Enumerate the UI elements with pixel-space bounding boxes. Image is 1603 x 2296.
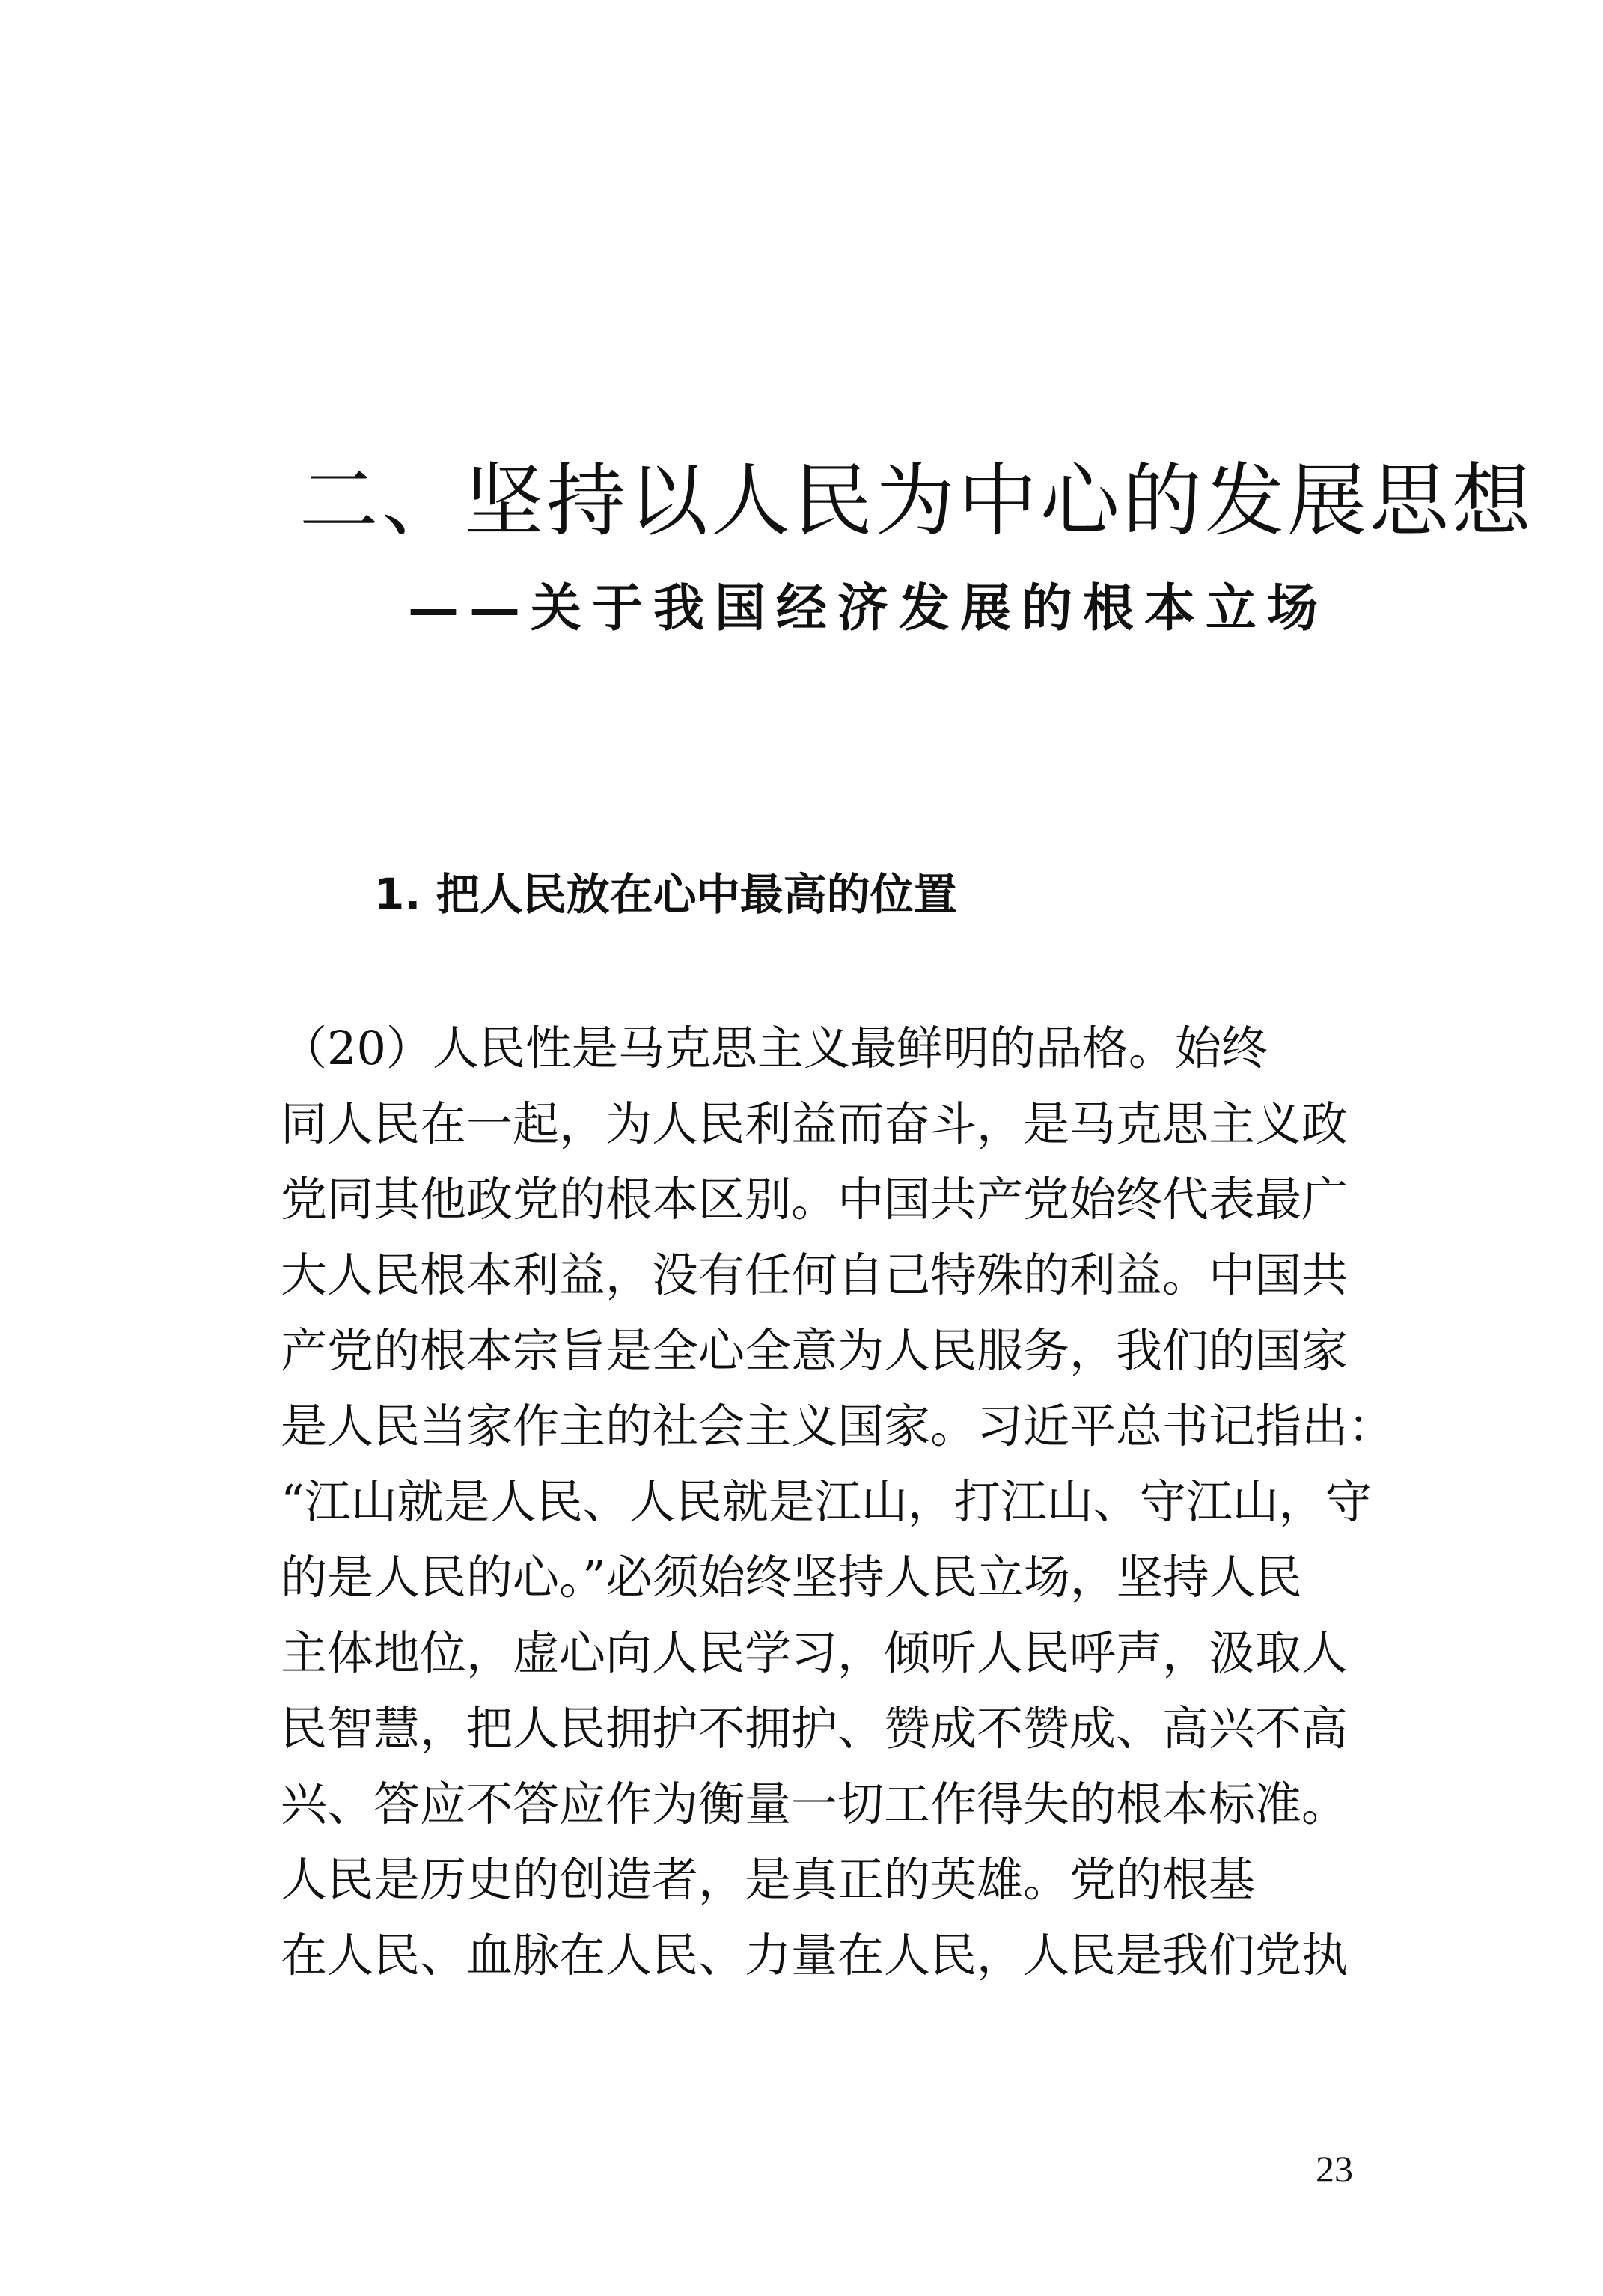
- body-line: 兴、答应不答应作为衡量一切工作得失的根本标准。: [281, 1777, 1349, 1831]
- body-line: 大人民根本利益，没有任何自己特殊的利益。中国共: [281, 1248, 1349, 1302]
- body-line: 党同其他政党的根本区别。中国共产党始终代表最广: [281, 1172, 1349, 1227]
- body-line: 在人民、血脉在人民、力量在人民，人民是我们党执: [281, 1928, 1349, 1982]
- body-line: 产党的根本宗旨是全心全意为人民服务，我们的国家: [281, 1323, 1349, 1378]
- body-line: 是人民当家作主的社会主义国家。习近平总书记指出：: [281, 1399, 1395, 1453]
- body-line: （20）人民性是马克思主义最鲜明的品格。始终: [281, 1021, 1268, 1075]
- body-line: “江山就是人民、人民就是江山，打江山、守江山，守: [281, 1474, 1372, 1529]
- body-line: 主体地位，虚心向人民学习，倾听人民呼声，汲取人: [281, 1625, 1349, 1680]
- body-text: [281, 1010, 1426, 1993]
- body-line: 民智慧，把人民拥护不拥护、赞成不赞成、高兴不高: [281, 1701, 1349, 1756]
- chapter-title: 二、坚持以人民为中心的发展思想: [299, 455, 1534, 547]
- chapter-subtitle: ——关于我国经济发展的根本立场: [408, 578, 1329, 638]
- page-number: 23: [1316, 2148, 1353, 2190]
- body-line: 同人民在一起，为人民利益而奋斗，是马克思主义政: [281, 1096, 1349, 1151]
- body-line: 的是人民的心。”必须始终坚持人民立场，坚持人民: [281, 1550, 1302, 1605]
- body-line: 人民是历史的创造者，是真正的英雄。党的根基: [281, 1852, 1256, 1907]
- section-heading: 1. 把人民放在心中最高的位置: [374, 869, 957, 920]
